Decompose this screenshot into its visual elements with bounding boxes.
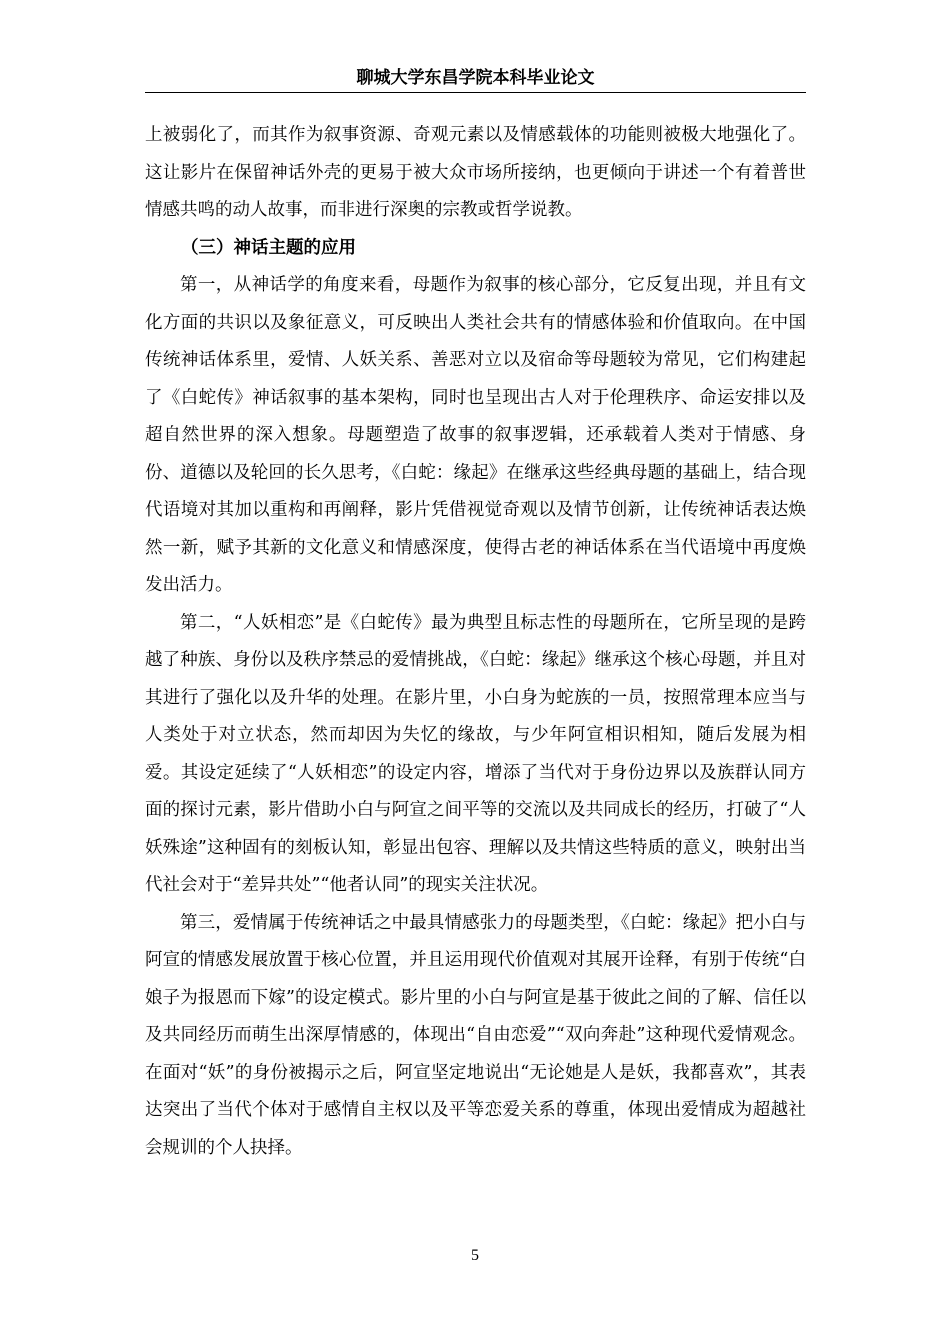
- section-heading: （三）神话主题的应用: [181, 237, 356, 258]
- header-rule: [145, 92, 806, 93]
- paragraph-1: 第一，从神话学的角度来看，母题作为叙事的核心部分，它反复出现，并且有文化方面的共识以及象征意义，可反映出人类社会共有的情感体验和价值取向。在中国传统神话体系里，爱情、人妖关系、善恶对立以及宿命等母题较为常见，它们构建起了《白蛇传》神话叙事的基本架构，同时也呈现出古人对于伦理秩序、命运安排以及超自然世界的深入想象。母题塑造了故事的叙事逻辑，还承载着人类对于情感、身份、道德以及轮回的长久思考，《白蛇：缘起》在继承这些经典母题的基础上，结合现代语境对其加以重构和再阐释，影片凭借视觉奇观以及情节创新，让传统神话表达焕然一新，赋予其新的文化意义和情感深度，使得古老的神话体系在当代语境中再度焕发出活力。: [145, 275, 806, 595]
- page-number: 5: [471, 1247, 479, 1264]
- paragraph-2: 第二，“人妖相恋”是《白蛇传》最为典型且标志性的母题所在，它所呈现的是跨越了种族、身份以及秩序禁忌的爱情挑战，《白蛇：缘起》继承这个核心母题，并且对其进行了强化以及升华的处理。在影片里，小白身为蛇族的一员，按照常理本应当与人类处于对立状态，然而却因为失忆的缘故，与少年阿宣相识相知，随后发展为相爱。其设定延续了“人妖相恋”的设定内容，增添了当代对于身份边界以及族群认同方面的探讨元素，影片借助小白与阿宣之间平等的交流以及共同成长的经历，打破了“人妖殊途”这种固有的刻板认知，彰显出包容、理解以及共情这些特质的意义，映射出当代社会对于“差异共处”“他者认同”的现实关注状况。: [145, 612, 806, 895]
- page-header-title: 聊城大学东昌学院本科毕业论文: [356, 68, 595, 88]
- paragraph-continuation: 上被弱化了，而其作为叙事资源、奇观元素以及情感载体的功能则被极大地强化了。这让影片在保留神话外壳的更易于被大众市场所接纳，也更倾向于讲述一个有着普世情感共鸣的动人故事，而非进行深奥的宗教或哲学说教。: [145, 125, 806, 220]
- body-text: [145, 117, 806, 1167]
- paragraph-3: 第三，爱情属于传统神话之中最具情感张力的母题类型，《白蛇：缘起》把小白与阿宣的情感发展放置于核心位置，并且运用现代价值观对其展开诠释，有别于传统“白娘子为报恩而下嫁”的设定模式。影片里的小白与阿宣是基于彼此之间的了解、信任以及共同经历而萌生出深厚情感的，体现出“自由恋爱”“双向奔赴”这种现代爱情观念。在面对“妖”的身份被揭示之后，阿宣坚定地说出“无论她是人是妖，我都喜欢”，其表达突出了当代个体对于感情自主权以及平等恋爱关系的尊重，体现出爱情成为超越社会规训的个人抉择。: [145, 912, 806, 1158]
